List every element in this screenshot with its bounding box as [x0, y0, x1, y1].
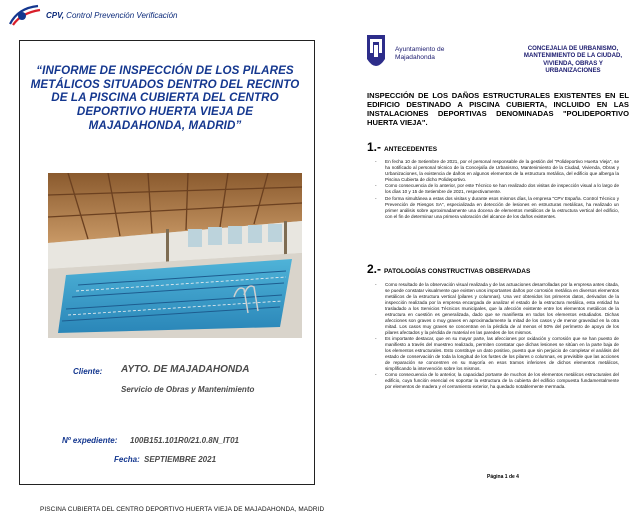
file-number-label: Nº expediente:: [62, 436, 118, 445]
service-text: Servicio de Obras y Mantenimiento: [121, 385, 255, 394]
list-item: - Es importante destacar, que en su mayor parte, las afecciones por oxidación y corrosión que se han puesto de manifiesto a través del muestreo realizado, permiten constatar que dichas lesiones se sitúan en la parte baja de los elementos estructurales. Esto constituye un dato positivo, puesto que sin perjuicio de completar el análisis del estado de conservación de toda la longitud de los fustes de los pilares o columnas, es previsible que las acciones de reparación se concentren en su mayoría en esos tramos inferiores de dichos elementos metálicos, simplificando la intervención sobre los mismos.: [367, 336, 619, 372]
client-label: Cliente:: [73, 367, 103, 376]
list-item: - De forma simultánea a estas dos visitas y durante esos mismos días, la empresa "CPV España. Control Técnico y Prevención de Riesgos SA", especializada en detección de lesiones en estructuras metálicas, ha realizado un primer análisis sobre aproximadamente una docena de elementos metálicos de la estructura vertical del edificio, con el fin de determinar una primera valoración del alcance de los daños existentes.: [367, 196, 619, 220]
file-number-value: 100B151.101R0/21.0.8N_IT01: [130, 436, 239, 445]
antecedentes-list: [367, 159, 619, 220]
list-item: - Como resultado de la observación visual realizada y de las actuaciones desarrolladas por la empresa antes citada, se puede constatar visualmente que existen unos importantes daños por corrosión metálica en diversos elementos metálicos de la estructura vertical (pilares y columnas). Una vez obtenidos los primeros datos, derivados de la inspección realizada por la empresa encargada de analizar el estado de la estructura metálica, esta entidad ha trasladado a los Servicios Técnicos municipales, que la afección existente entre los elementos metálicos de la estructura en cuestión es generalizada, dado que se manifiesta en todos los elementos estudiados. Dichas afecciones son graves o muy graves en aproximadamente la mitad de los casos y de menor gravedad en la otra mitad. Los casos muy graves se concentran en la pérdida de al menos el 50% del perímetro de apoyo de los pilares afectados y la pérdida de material en las paredes de los mismos.: [367, 282, 619, 336]
date-value: SEPTIEMBRE 2021: [144, 455, 217, 464]
date-label: Fecha:: [114, 455, 140, 464]
patologias-list: [367, 282, 619, 391]
cover-footer: PISCINA CUBIERTA DEL CENTRO DEPORTIVO HUERTA VIEJA DE MAJADAHONDA, MADRID: [40, 506, 325, 513]
list-item: - Como consecuencia de lo anterior, por este Técnico se han realizado dos visitas de inspección visual a lo largo de los días 10 y 15 de Setiembre de 2021, respectivamente.: [367, 183, 619, 195]
concejalia-header: CONCEJALIA DE URBANISMO, MANTENIMIENTO DE LA CIUDAD, VIVIENDA, OBRAS Y URBANIZACIONES: [523, 45, 623, 74]
report-page: [341, 0, 640, 519]
section-heading-patologias: 2.- PATOLOGÍAS CONSTRUCTIVAS OBSERVADAS: [367, 262, 531, 276]
list-item: - Como consecuencia de lo anterior, la capacidad portante de muchos de los elementos metálicos estructurales del edificio, cuya función esencial es soportar la estructura de la cubierta del edificio compuesta fundamentalmente por elementos de madera y el cerramiento exterior, ha quedado notablemente mermada.: [367, 372, 619, 390]
client-value: AYTO. DE MAJADAHONDA: [121, 364, 250, 375]
ayto-name: Ayuntamiento de Majadahonda: [395, 46, 445, 61]
document-title: INSPECCIÓN DE LOS DAÑOS ESTRUCTURALES EXISTENTES EN EL EDIFICIO DESTINADO A PISCINA CUBIERTA, INCLUIDO EN LAS INSTALACIONES DEPORTIVAS DENOMINADAS "POLIDEPORTIVO HUERTA VIEJA".: [367, 91, 629, 127]
pool-photo: [48, 173, 302, 338]
list-item: - En fecha 10 de Setiembre de 2021, por el personal responsable de la gestión del "Polideportivo Huerta Vieja", se ha notificado al personal técnico de la Concejalía de Urbanismo, Mantenimiento de la Ciudad, Vivienda, Obras y Urbanizaciones, la existencia de daños en algunos elementos de la estructura metálica, del edificio que alberga la Piscina Cubierta de dicho Polideportivo.: [367, 159, 619, 183]
cover-title: “INFORME DE INSPECCIÓN DE LOS PILARES METÁLICOS SITUADOS DENTRO DEL RECINTO DE LA PISCINA CUBIERTA DEL CENTRO DEPORTIVO HUERTA VIEJA DE MAJADAHONDA, MADRID”: [30, 64, 300, 132]
cpv-logo-icon: [8, 4, 42, 26]
majadahonda-crest-icon: [365, 33, 387, 73]
brand-text: CPV, Control Prevención Verificación: [46, 11, 178, 20]
page-number: Página 1 de 4: [487, 474, 519, 480]
section-heading-antecedentes: 1.- ANTECEDENTES: [367, 140, 438, 154]
